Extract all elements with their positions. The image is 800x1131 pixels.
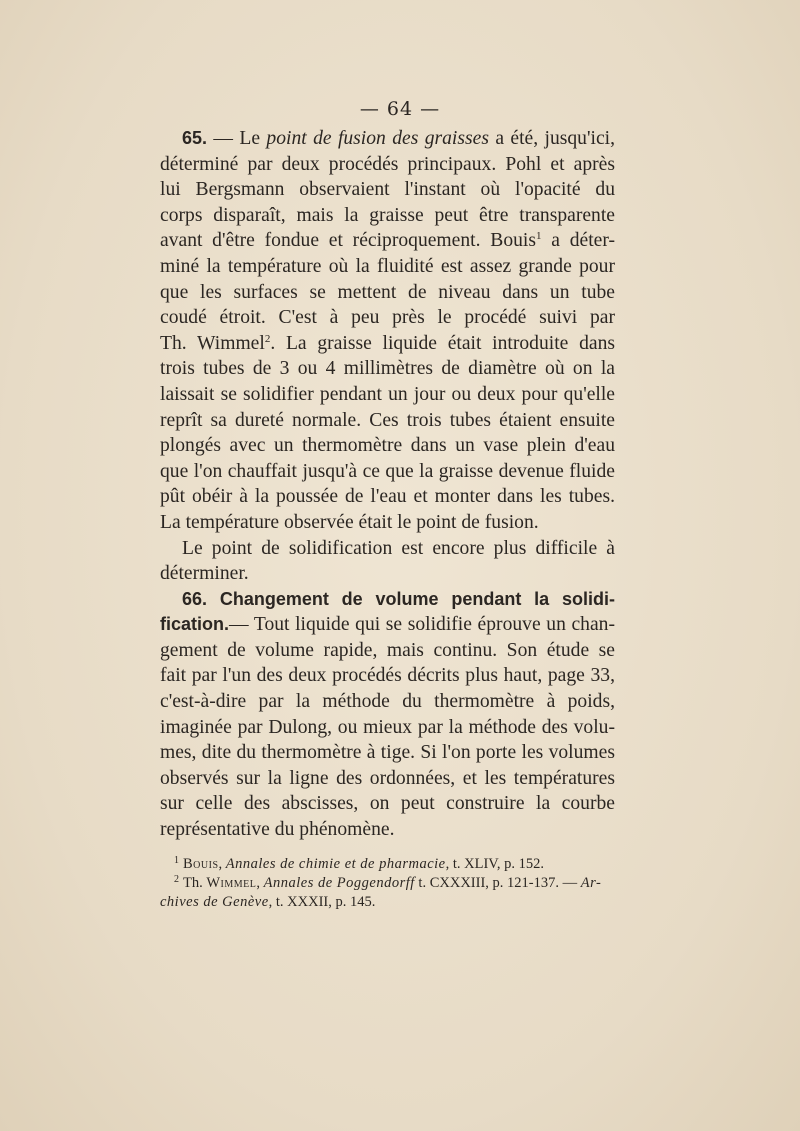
text-line: Le point de solidification est encore plus difficile à bbox=[182, 537, 615, 559]
section-title-cont: fication. bbox=[160, 614, 230, 635]
text-line: sur celle des abscisses, on peut construire la courbe bbox=[160, 793, 615, 815]
footnotes bbox=[160, 855, 615, 912]
section-number: 66. bbox=[182, 588, 208, 609]
section-title: Changement de volume pendant la solidi- bbox=[207, 588, 615, 609]
text-line: mes, dite du thermomètre à tige. Si l'on porte les volumes bbox=[160, 742, 615, 764]
section-66-heading bbox=[160, 587, 615, 613]
text-line: Th. Wimmel$^2$. La graisse liquide était introduite dans bbox=[160, 332, 615, 354]
footnote-2: $^2$ Th. Wimmel, Annales de Poggendorff t. CXXXIII, p. 121-137. — Ar- bbox=[174, 874, 602, 891]
text-line: avant d'être fondue et réciproquement. Bouis$^1$ a déter- bbox=[160, 230, 615, 252]
text-line: La température observée était le point de fusion. bbox=[160, 511, 539, 533]
main-text bbox=[160, 126, 615, 843]
footnote-1: $^1$ Bouis, Annales de chimie et de pharmacie, t. XLIV, p. 152. bbox=[174, 855, 545, 872]
text-line: lui Bergsmann observaient l'instant où l'opacité du bbox=[160, 179, 615, 201]
footnote-2-cont: chives de Genève, t. XXXII, p. 145. bbox=[160, 894, 376, 910]
text-line: c'est-à-dire par la méthode du thermomètre à poids, bbox=[160, 691, 615, 713]
text-line: fait par l'un des deux procédés décrits plus haut, page 33, bbox=[160, 665, 615, 687]
text-line: que l'on chauffait jusqu'à ce que la graisse devenue fluide bbox=[160, 460, 615, 482]
footnote-ref-2: 2 bbox=[264, 332, 271, 345]
footnote-ref-1: 1 bbox=[536, 230, 542, 243]
text-line: représentative du phénomène. bbox=[160, 819, 395, 841]
text-line: imaginée par Dulong, ou mieux par la méthode des volu- bbox=[160, 716, 615, 738]
text-line: gement de volume rapide, mais continu. Son étude se bbox=[160, 639, 615, 661]
text-line: observés sur la ligne des ordonnées, et les températures bbox=[160, 767, 615, 789]
text-line: corps disparaît, mais la graisse peut être transparente bbox=[160, 204, 615, 226]
text-line: déterminer. bbox=[160, 563, 249, 585]
text-line: coudé étroit. C'est à peu près le procédé suivi par bbox=[160, 307, 615, 329]
section-number: 65. bbox=[182, 128, 208, 148]
italic-term: point de fusion des graisses bbox=[266, 128, 489, 149]
text-line: pût obéir à la poussée de l'eau et monter dans les tubes. bbox=[160, 486, 615, 508]
text-line: miné la température où la fluidité est assez grande pour bbox=[160, 255, 615, 277]
text-line: plongés avec un thermomètre dans un vase plein d'eau bbox=[160, 435, 615, 457]
section-65-first-line: 65. — Le point de fusion des graisses a été, jusqu'ici, bbox=[182, 128, 615, 149]
text-line: laissait se solidifier pendant un jour ou deux pour qu'elle bbox=[160, 383, 615, 405]
text-line: reprît sa dureté normale. Ces trois tubes étaient ensuite bbox=[160, 409, 615, 431]
text-line: que les surfaces se mettent de niveau dans un tube bbox=[160, 281, 615, 303]
text-line: déterminé par deux procédés principaux. Pohl et après bbox=[160, 153, 615, 175]
text-line: fication.— Tout liquide qui se solidifie éprouve un chan- bbox=[160, 614, 615, 636]
page-number-header: — 64 — bbox=[359, 98, 441, 120]
text-line: trois tubes de 3 ou 4 millimètres de diamètre où on la bbox=[160, 358, 615, 380]
